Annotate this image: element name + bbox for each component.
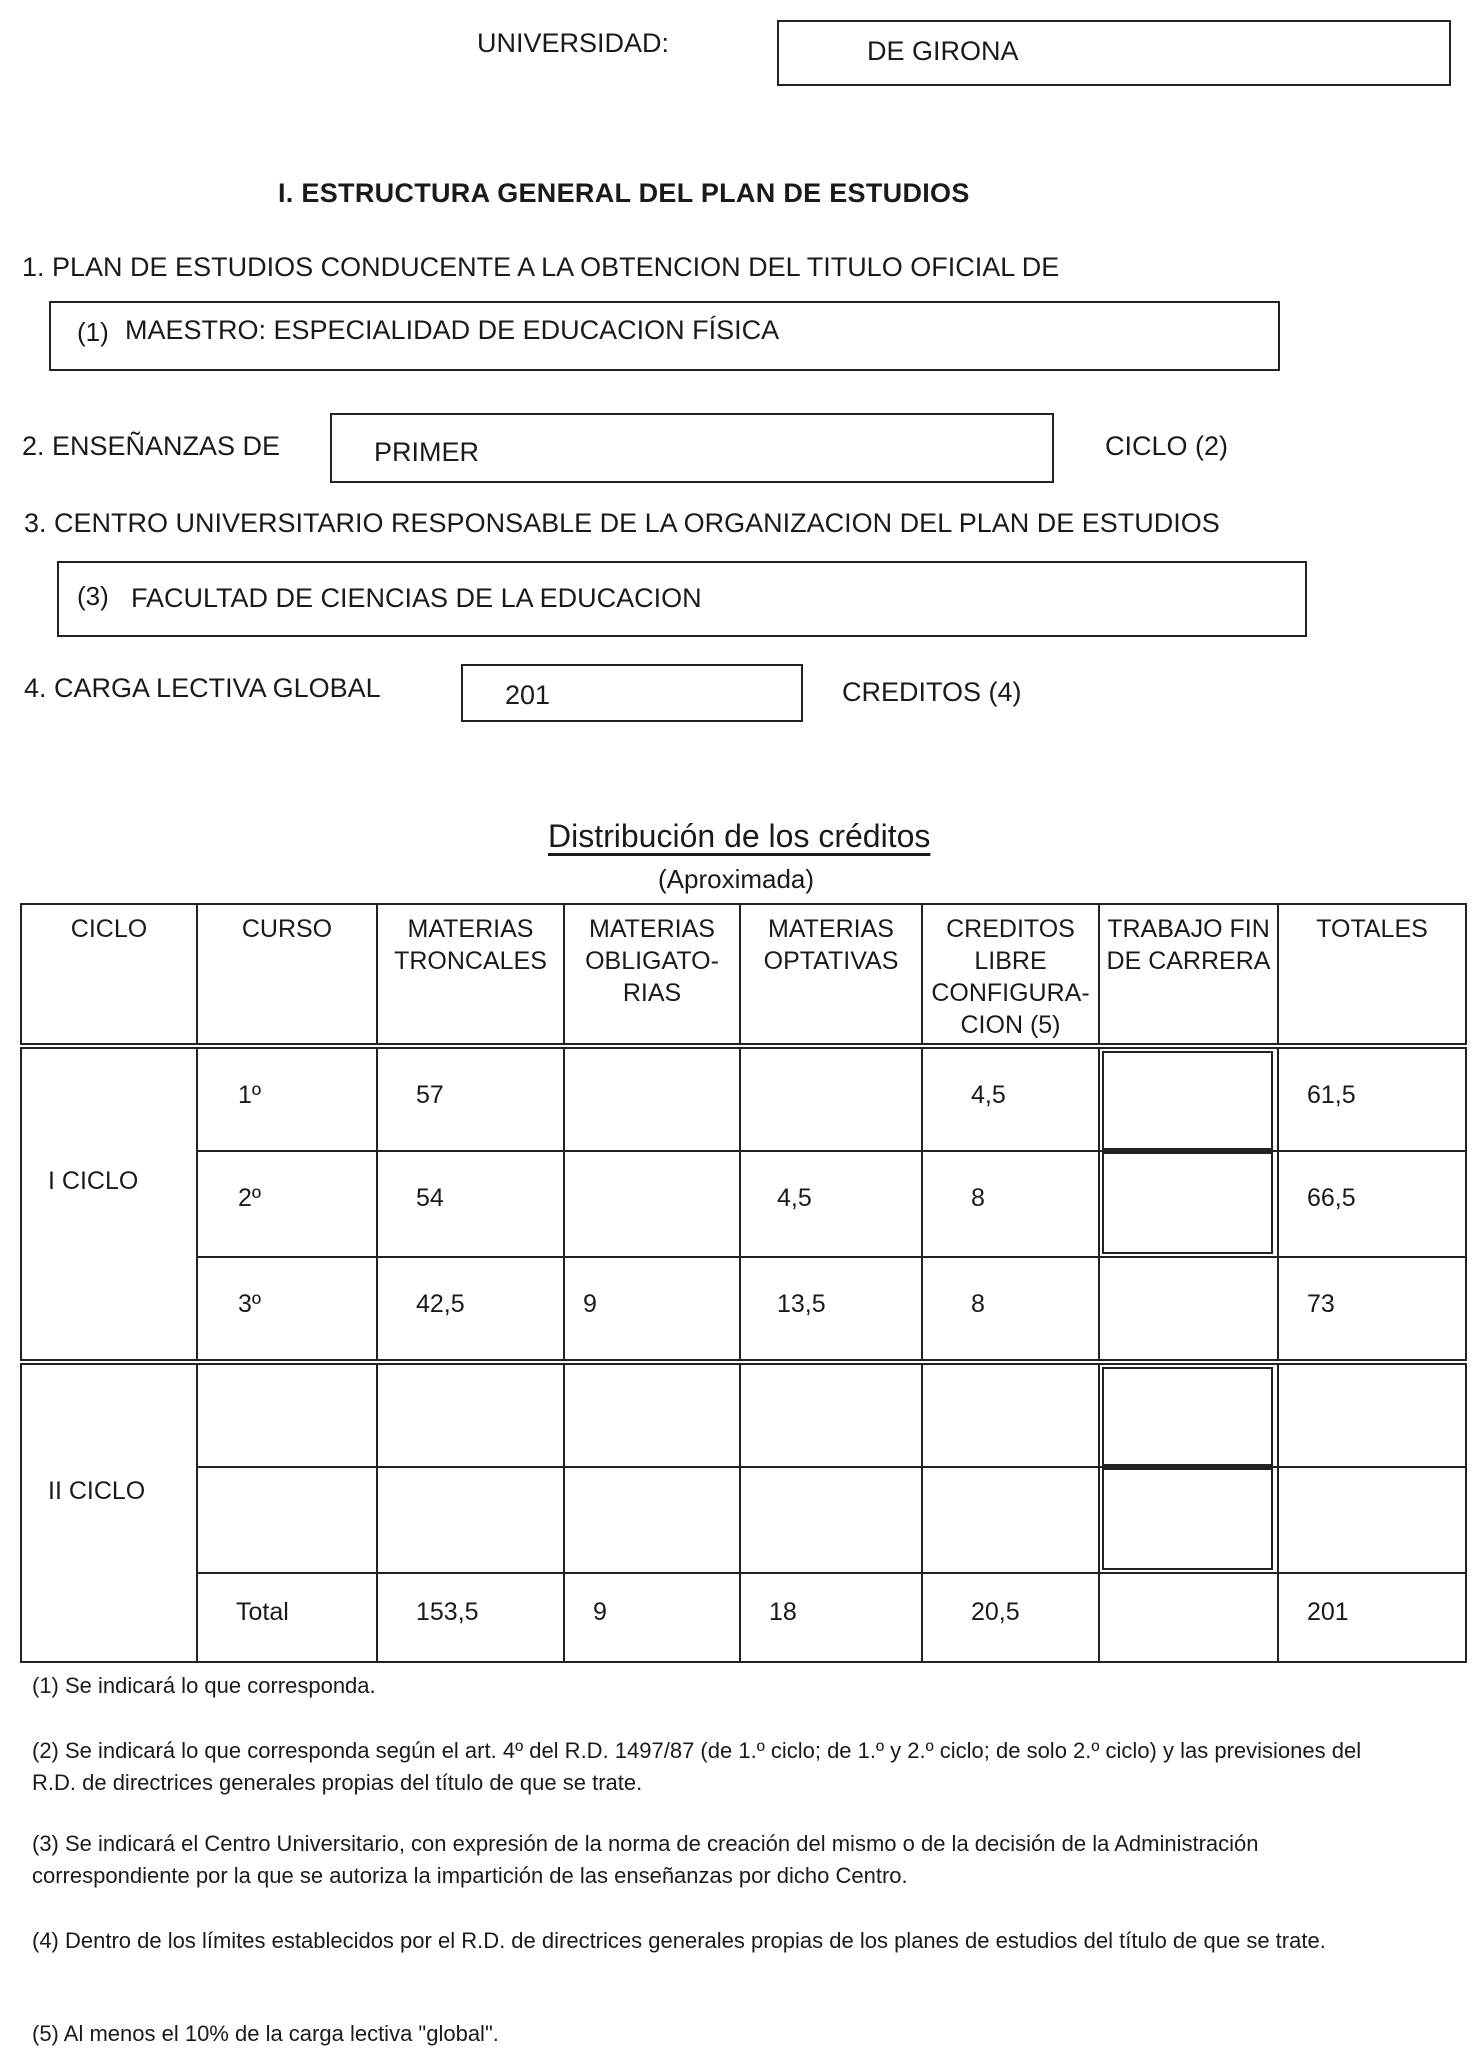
footnote-3: (3) Se indicará el Centro Universitario, con expresión de la norma de creación del mismo o de la decisión de la Administración correspondiente por la que se autoriza la impartición de las enseñanzas por dicho Centro. bbox=[32, 1831, 1259, 1888]
total-ciclo-cell bbox=[21, 1573, 197, 1662]
footnote-1: (1) Se indicará lo que corresponda. bbox=[32, 1673, 376, 1698]
row2-totales: 66,5 bbox=[1307, 1184, 1356, 1213]
item3-note-ref: (3) bbox=[77, 581, 109, 611]
header-totales: TOTALES bbox=[1278, 904, 1466, 1046]
header-obligatorias: MATERIAS OBLIGATO- RIAS bbox=[564, 904, 740, 1046]
header-ciclo: CICLO bbox=[21, 904, 197, 1046]
item2-suffix: CICLO (2) bbox=[1105, 431, 1229, 461]
item4-field bbox=[461, 664, 803, 722]
item3-value: FACULTAD DE CIENCIAS DE LA EDUCACION bbox=[131, 583, 702, 613]
item1-note-ref: (1) bbox=[77, 317, 109, 347]
total-libre: 20,5 bbox=[971, 1597, 1020, 1626]
item1-value: MAESTRO: ESPECIALIDAD DE EDUCACION FÍSICA bbox=[125, 315, 780, 345]
university-label: UNIVERSIDAD: bbox=[477, 28, 670, 58]
university-value: DE GIRONA bbox=[867, 36, 1019, 66]
table-row bbox=[21, 1467, 1466, 1572]
header-trabajo: TRABAJO FIN DE CARRERA bbox=[1099, 904, 1278, 1046]
row2-optativas: 4,5 bbox=[777, 1184, 812, 1213]
university-field bbox=[777, 20, 1451, 86]
row1-curso: 1º bbox=[238, 1080, 262, 1109]
ciclo1-label: I CICLO bbox=[48, 1166, 139, 1195]
total-totales: 201 bbox=[1307, 1597, 1349, 1626]
row4-trabajo bbox=[1099, 1362, 1278, 1467]
row2-libre: 8 bbox=[971, 1184, 985, 1213]
row3-obligatorias: 9 bbox=[583, 1289, 597, 1318]
item2-value: PRIMER bbox=[374, 437, 480, 467]
row3-libre: 8 bbox=[971, 1289, 985, 1318]
item3-field bbox=[57, 561, 1307, 637]
table-row bbox=[21, 1362, 1466, 1467]
header-optativas: MATERIAS OPTATIVAS bbox=[740, 904, 922, 1046]
row1-trabajo bbox=[1099, 1046, 1278, 1151]
total-troncales: 153,5 bbox=[416, 1597, 479, 1626]
row2-trabajo bbox=[1099, 1151, 1278, 1256]
header-libre: CREDITOS LIBRE CONFIGURA- CION (5) bbox=[922, 904, 1099, 1046]
row1-troncales: 57 bbox=[416, 1080, 444, 1109]
table-row bbox=[21, 1257, 1466, 1362]
total-obligatorias: 9 bbox=[593, 1597, 607, 1626]
row5-trabajo bbox=[1099, 1467, 1278, 1572]
total-row bbox=[21, 1573, 1466, 1662]
item4-value: 201 bbox=[505, 680, 551, 710]
total-label: Total bbox=[236, 1597, 289, 1626]
item2-label: 2. ENSEÑANZAS DE bbox=[22, 431, 281, 461]
credits-table bbox=[20, 903, 1467, 1663]
item4-suffix: CREDITOS (4) bbox=[842, 677, 1022, 707]
footnote-4: (4) Dentro de los límites establecidos por el R.D. de directrices generales propias de los planes de estudios del título de que se trate. bbox=[32, 1928, 1326, 1953]
table-row bbox=[21, 1151, 1466, 1256]
ciclo2-cell bbox=[21, 1362, 197, 1573]
item2-field bbox=[330, 413, 1054, 483]
ciclo1-cell bbox=[21, 1046, 197, 1362]
ciclo2-label: II CICLO bbox=[48, 1476, 146, 1505]
row1-totales: 61,5 bbox=[1307, 1080, 1356, 1109]
row3-curso: 3º bbox=[238, 1289, 262, 1318]
item1-label: 1. PLAN DE ESTUDIOS CONDUCENTE A LA OBTENCION DEL TITULO OFICIAL DE bbox=[22, 252, 1060, 282]
table-row bbox=[21, 1046, 1466, 1151]
row3-totales: 73 bbox=[1307, 1289, 1335, 1318]
row3-trabajo bbox=[1099, 1257, 1278, 1362]
header-curso: CURSO bbox=[197, 904, 377, 1046]
distribution-subtitle: (Aproximada) bbox=[658, 864, 815, 894]
item1-field bbox=[49, 301, 1280, 371]
row1-libre: 4,5 bbox=[971, 1080, 1006, 1109]
row3-optativas: 13,5 bbox=[777, 1289, 826, 1318]
header-troncales: MATERIAS TRONCALES bbox=[377, 904, 564, 1046]
row2-troncales: 54 bbox=[416, 1184, 444, 1213]
item3-label: 3. CENTRO UNIVERSITARIO RESPONSABLE DE LA ORGANIZACION DEL PLAN DE ESTUDIOS bbox=[24, 508, 1220, 538]
footnote-5: (5) Al menos el 10% de la carga lectiva "global". bbox=[32, 2021, 499, 2046]
distribution-title: Distribución de los créditos bbox=[548, 818, 931, 854]
item4-label: 4. CARGA LECTIVA GLOBAL bbox=[24, 673, 381, 703]
footnote-2: (2) Se indicará lo que corresponda según el art. 4º del R.D. 1497/87 (de 1.º ciclo; de 1.º y 2.º ciclo; de solo 2.º ciclo) y las previsiones del R.D. de directrices generales propias del título de que se trate. bbox=[32, 1738, 1362, 1795]
total-trabajo bbox=[1099, 1573, 1278, 1662]
total-optativas: 18 bbox=[769, 1597, 797, 1626]
row3-troncales: 42,5 bbox=[416, 1289, 465, 1318]
section-title: I. ESTRUCTURA GENERAL DEL PLAN DE ESTUDIOS bbox=[278, 178, 970, 208]
row2-curso: 2º bbox=[238, 1184, 262, 1213]
